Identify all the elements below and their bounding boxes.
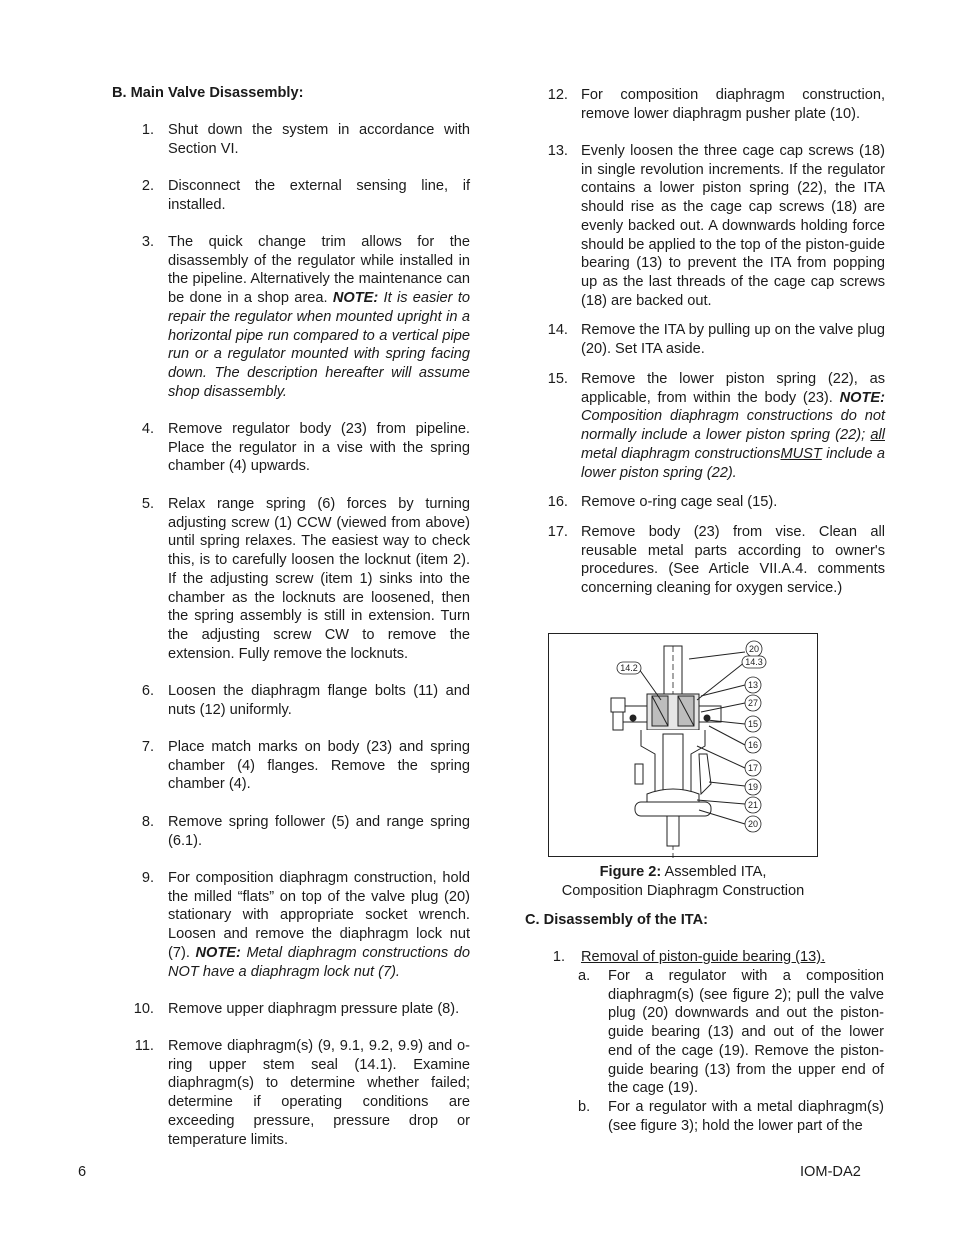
item-letter: a. <box>578 968 591 984</box>
item-text <box>581 370 885 482</box>
item-number: 5. <box>141 496 154 512</box>
caption-line: Composition Diaphragm Construction <box>561 882 805 899</box>
item-text: For composition diaphragm construction, remove lower diaphragm pusher plate (10). <box>581 87 885 122</box>
caption-label: Figure 2: <box>599 864 662 880</box>
item-text: For a regulator with a composition diaphragm(s) (see figure 2); pull the valve plug (20) downwards and out the piston-guide bearing (13) and out of the lower end of the cage (19). Remove the piston-guide bearing (13) from the upper end of the cage (19). <box>608 968 884 1097</box>
item-text: Remove upper diaphragm pressure plate (8). <box>168 1001 460 1017</box>
callout-label: 14.3 <box>745 657 763 667</box>
callout-label: 20 <box>747 819 759 829</box>
document-id: IOM-DA2 <box>800 1164 861 1180</box>
item-number: 12. <box>547 87 568 103</box>
note-label: NOTE: <box>332 290 379 307</box>
item-number: 8. <box>141 814 154 830</box>
caption-line <box>530 863 836 882</box>
page-number: 6 <box>78 1164 87 1180</box>
item-number: 2. <box>141 178 154 194</box>
section-b-heading: B. Main Valve Disassembly: <box>112 85 304 101</box>
item-text: Disconnect the external sensing line, if installed. <box>168 178 470 213</box>
item-text: Loosen the diaphragm flange bolts (11) and nuts (12) uniformly. <box>168 683 470 718</box>
note-label: NOTE: <box>195 944 241 961</box>
item-number: 9. <box>141 870 154 886</box>
item-number: 1. <box>141 122 154 138</box>
item-number: 13. <box>547 143 568 159</box>
note-emphasis: all <box>870 427 885 444</box>
caption-title: Assembled ITA, <box>664 864 767 880</box>
item-text: Remove body (23) from vise. Clean all reusable metal parts according to owner's procedures. (See Article VII.A.4. comments concerning cleaning for oxygen service.) <box>581 524 885 597</box>
callout-label: 20 <box>748 644 760 654</box>
item-text: Shut down the system in accordance with Section VI. <box>168 122 470 157</box>
item-text: Remove regulator body (23) from pipeline. Place the regulator in a vise with the spring chamber (4) upwards. <box>168 421 470 475</box>
item-body: Remove the lower piston spring (22), as applicable, from within the body (23). <box>581 371 885 406</box>
figure-ita-diagram <box>548 633 818 857</box>
item-text <box>168 233 470 401</box>
note-emphasis: MUST <box>780 445 822 462</box>
item-number: 6. <box>141 683 154 699</box>
item-number: 15. <box>547 371 568 387</box>
item-body: For composition diaphragm construction, hold the milled “flats” on top of the valve plug (20) stationary with appropriate socket wrench. Loosen and remove the diaphragm lock nut (7). <box>168 870 470 961</box>
note-label: NOTE: <box>839 389 885 406</box>
item-number: 10. <box>133 1001 154 1017</box>
item-text: Remove o-ring cage seal (15). <box>581 494 778 510</box>
item-text: Place match marks on body (23) and spring chamber (4) flanges. Remove the spring chamber (4). <box>168 739 470 793</box>
ita-drawing <box>549 634 819 858</box>
note-text: Composition diaphragm constructions do not normally include a lower piston spring (22); <box>581 408 885 444</box>
note-text: metal diaphragm constructions <box>581 445 781 462</box>
item-number: 7. <box>141 739 154 755</box>
item-number: 14. <box>547 322 568 338</box>
item-text: Removal of piston-guide bearing (13). <box>581 949 826 965</box>
callout-label: 16 <box>747 740 759 750</box>
note-text: include a lower piston spring (22). <box>581 445 886 481</box>
item-number: 11. <box>134 1038 154 1054</box>
callout-label: 14.2 <box>620 663 638 673</box>
callout-label: 15 <box>747 719 759 729</box>
callout-label: 13 <box>747 680 759 690</box>
item-text: Evenly loosen the three cage cap screws (18) in single revolution increments. If the regulator contains a lower piston spring (22), the ITA should rise as the cage cap screws (18) are evenly backed out. A downwards holding force should be applied to the top of the piston-guide bearing (13) to prevent the ITA from popping up as the last threads of the cage cap screws (18) are backed out. <box>581 143 885 309</box>
callout-label: 21 <box>747 800 759 810</box>
note-text: It is easier to repair the regulator when mounted upright in a horizontal pipe run compared to a vertical pipe run or a regulator mounted with spring facing down. The description hereafter will assume shop disassembly. <box>168 290 470 400</box>
item-text <box>168 869 470 981</box>
section-c-heading: C. Disassembly of the ITA: <box>525 912 708 928</box>
item-letter: b. <box>578 1099 591 1115</box>
callout-label: 27 <box>747 698 759 708</box>
figure-caption <box>530 863 836 900</box>
item-body: The quick change trim allows for the disassembly of the regulator while installed in the pipeline. Alternatively the maintenance can be done in a shop area. <box>168 234 470 307</box>
item-text: Relax range spring (6) forces by turning adjusting screw (1) CCW (viewed from above) until spring relaxes. The easiest way to check this, is to carefully loosen the locknut (item 2). If the adjusting screw (item 1) sinks into the chamber as the locknuts are loosened, then the spring assembly is still in extension. Turn the adjusting screw CW to remove the extension. Fully remove the locknuts. <box>168 496 470 662</box>
item-number: 1. <box>552 949 565 965</box>
item-number: 4. <box>141 421 154 437</box>
callout-label: 19 <box>747 782 759 792</box>
item-text: Remove spring follower (5) and range spring (6.1). <box>168 814 470 849</box>
item-text: Remove the ITA by pulling up on the valve plug (20). Set ITA aside. <box>581 322 885 357</box>
item-number: 17. <box>547 524 568 540</box>
callout-label: 17 <box>747 763 759 773</box>
item-text: Remove diaphragm(s) (9, 9.1, 9.2, 9.9) and o-ring upper stem seal (14.1). Examine diaphragm(s) to determine whether failed; determine if operating conditions are exceeding pressure, pressure drop or temperature limits. <box>168 1038 470 1148</box>
item-text: For a regulator with a metal diaphragm(s) (see figure 3); hold the lower part of the <box>608 1099 884 1134</box>
note-text: Metal diaphragm constructions do NOT have a diaphragm lock nut (7). <box>168 944 471 980</box>
item-number: 16. <box>547 494 568 510</box>
item-number: 3. <box>141 234 154 250</box>
